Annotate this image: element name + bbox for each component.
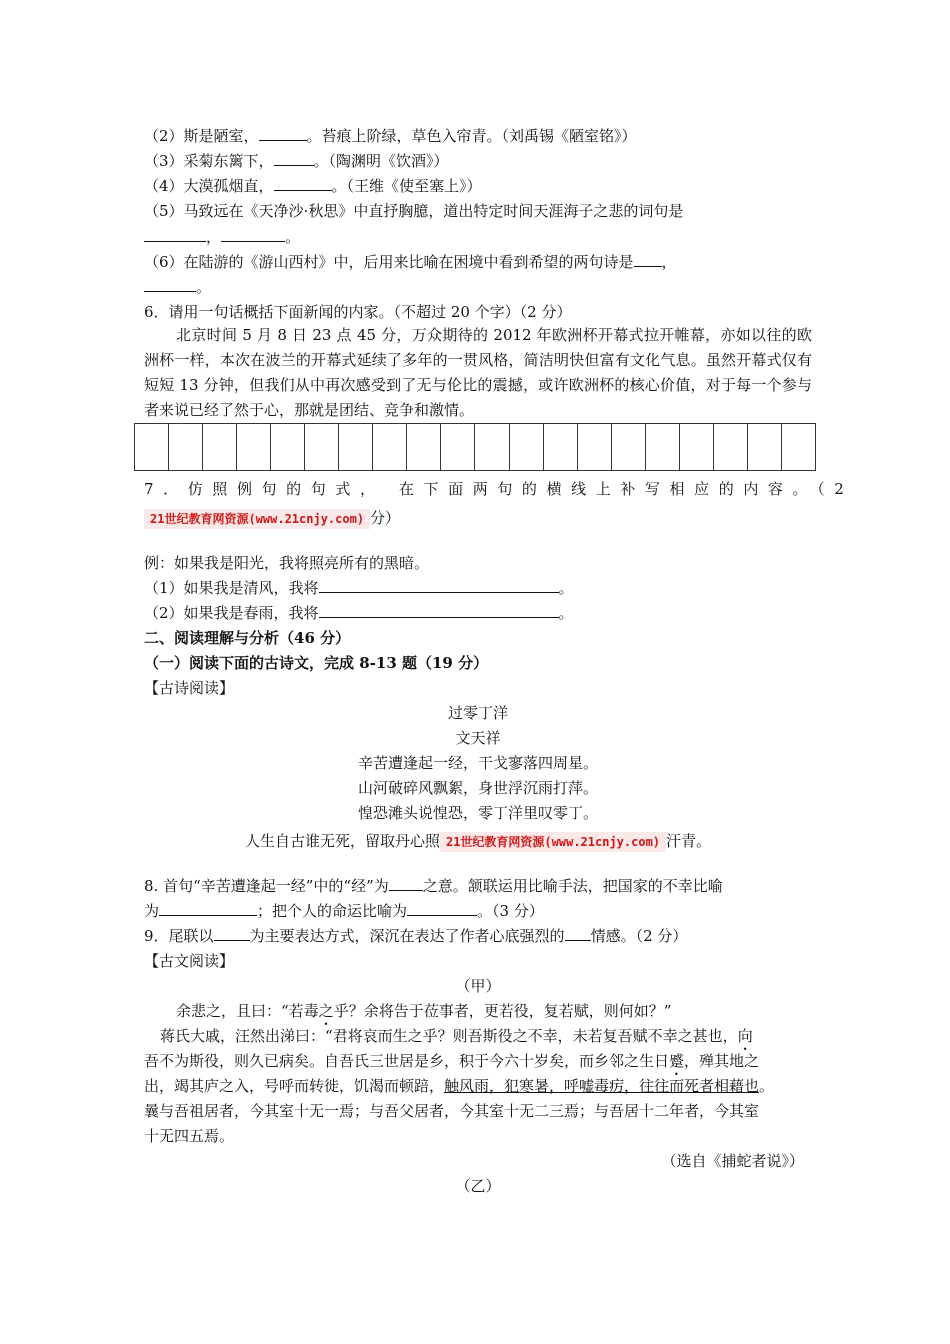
q5-item-4-text: （4）大漠孤烟直， [144, 177, 274, 195]
answer-blank[interactable] [144, 227, 206, 242]
q7-sentence-1 [144, 578, 574, 598]
grid-cell[interactable] [237, 424, 271, 470]
q8-text-2: 之意。颔联运用比喻手法，把国家的不幸比喻 [422, 877, 723, 895]
period: 。 [285, 228, 301, 246]
poem-author: 文天祥 [455, 729, 501, 747]
grid-cell[interactable] [748, 424, 782, 470]
grid-cell[interactable] [612, 424, 646, 470]
answer-blank[interactable] [221, 227, 285, 242]
poem-title: 过零丁洋 [447, 704, 508, 722]
q7-title-tail: 分） [370, 509, 401, 527]
prose-text: 。 [759, 1077, 775, 1095]
prose-text: ，殚其地之 [684, 1052, 760, 1070]
q5-item-2 [144, 126, 637, 146]
prose-text: 乎？余将告于莅事者，更若役，复若赋，则何如？” [333, 1002, 672, 1020]
answer-blank[interactable] [389, 876, 423, 891]
poem-line-4 [144, 831, 812, 852]
poem-line-3: 惶恐滩头说惶恐，零丁洋里叹零丁。 [357, 804, 598, 822]
section-2-title: 二、阅读理解与分析（46 分） [144, 629, 351, 647]
q5-item-5-blanks [144, 227, 300, 247]
grid-cell[interactable] [475, 424, 509, 470]
grid-cell[interactable] [407, 424, 441, 470]
answer-blank[interactable] [144, 277, 196, 292]
prose-line-6: 十无四五焉。 [144, 1127, 235, 1145]
answer-blank[interactable] [214, 926, 250, 941]
q8-line-2 [144, 901, 544, 921]
q5-item-5-text: （5）马致远在《天净沙·秋思》中直抒胸臆，道出特定时间天涯海子之悲的词句是 [144, 202, 684, 220]
q5-item-6-blanks [144, 277, 211, 297]
q8-text-4: ；把个人的命运比喻为 [257, 902, 408, 920]
period: 。 [196, 278, 212, 296]
answer-blank[interactable] [634, 252, 662, 267]
q5-item-2-text: （2）斯是陋室， [144, 127, 259, 145]
q8-text: 8. 首句“辛苦遭逢起一经”中的“经”为 [144, 877, 389, 895]
grid-cell[interactable] [680, 424, 714, 470]
q5-item-2-text-end: 。苔痕上阶绿，草色入帘青。（刘禹锡《陋室铭》） [306, 127, 637, 145]
grid-cell[interactable] [271, 424, 305, 470]
separator: ， [206, 228, 222, 246]
q5-item-3-text: （3）采菊东篱下， [144, 152, 274, 170]
answer-blank[interactable] [274, 176, 332, 191]
q7-sentence-2 [144, 603, 574, 623]
grid-cell[interactable] [373, 424, 407, 470]
period: 。 [558, 604, 574, 622]
prose-jia: （甲） [455, 977, 501, 995]
poem-line-1: 辛苦遭逢起一经，干戈寥落四周星。 [357, 754, 598, 772]
grid-cell[interactable] [135, 424, 169, 470]
prose-dotted-word: 之 [318, 1002, 334, 1020]
poem-label: 【古诗阅读】 [144, 679, 235, 697]
prose-text: 余悲之，且曰：“若毒 [176, 1002, 319, 1020]
period: 。 [558, 579, 574, 597]
q5-item-3-text-end: 。（陶渊明《饮酒》） [313, 152, 449, 170]
grid-cell[interactable] [544, 424, 578, 470]
prose-line-1 [176, 1001, 671, 1029]
q7-example: 例：如果我是阳光，我将照亮所有的黑暗。 [144, 554, 430, 572]
q9-text-2: 为主要表达方式，深沉在表达了作者心底强烈的 [249, 927, 565, 945]
q6-news-paragraph: 北京时间 5 月 8 日 23 点 45 分，万众期待的 2012 年欧洲杯开幕式拉开帷幕，亦如以往的欧洲杯一样，本次在波兰的开幕式延续了多年的一贯风格，简洁明快但富有文化气息。虽然开幕式仅有短短 13 分钟，但我们从中再次感受到了无与伦比的震撼，或许欧洲杯的核心价值，对于每一个参与者来说已经了然于心，那就是团结、竞争和激情。 [144, 326, 812, 419]
prose-line-2 [160, 1026, 753, 1054]
q5-item-3 [144, 151, 449, 171]
prose-dotted-word: 蹙 [669, 1052, 685, 1070]
q5-item-4 [144, 176, 482, 196]
prose-line-5: 曩与吾祖居者，今其室十无一焉；与吾父居者，今其室十无二三焉；与吾居十二年者，今其室 [144, 1102, 760, 1120]
poem-line-4-end: 汗青。 [666, 832, 712, 850]
q7-sentence-1-text: （1）如果我是清风，我将 [144, 579, 319, 597]
answer-blank[interactable] [319, 603, 559, 618]
grid-cell[interactable] [578, 424, 612, 470]
section-2-sub-1: （一）阅读下面的古诗文，完成 8-13 题（19 分） [144, 654, 489, 672]
q8-text-3: 为 [144, 902, 160, 920]
q9-line [144, 926, 687, 946]
watermark: 21世纪教育网资源(www.21cnjy.com) [144, 509, 370, 529]
prose-text: 吾不为斯役，则久已病矣。自吾氏三世居是乡，积于今六十岁矣，而乡邻之生日 [144, 1052, 670, 1070]
q7-watermark-line [144, 508, 400, 529]
separator: ， [661, 253, 677, 271]
grid-cell[interactable] [203, 424, 237, 470]
grid-cell[interactable] [782, 424, 815, 470]
answer-blank[interactable] [319, 578, 559, 593]
q5-item-4-text-end: 。（王维《使至塞上》） [331, 177, 482, 195]
prose-underlined-sentence: 触风雨，犯寒暑，呼嘘毒疠，往往而死者相藉也 [444, 1077, 760, 1095]
q9-text-3: 情感。（2 分） [590, 927, 688, 945]
prose-dotted-word: 向 [737, 1027, 753, 1045]
q7-sentence-2-text: （2）如果我是春雨，我将 [144, 604, 319, 622]
q7-title: 7．仿照例句的句式， 在下面两句的横线上补写相应的内容。（2 [144, 480, 854, 498]
answer-grid[interactable] [134, 423, 816, 471]
prose-text: 蒋氏大戚，汪然出涕曰：“君将哀而生之乎？则吾斯役之不幸，未若复吾赋不幸之甚也， [160, 1027, 738, 1045]
q9-text: 9．尾联以 [144, 927, 214, 945]
prose-label: 【古文阅读】 [144, 952, 235, 970]
answer-blank[interactable] [274, 151, 314, 166]
answer-blank[interactable] [407, 901, 477, 916]
answer-blank[interactable] [159, 901, 257, 916]
poem-line-4-start: 人生自古谁无死，留取丹心照 [244, 832, 440, 850]
grid-cell[interactable] [441, 424, 475, 470]
answer-blank[interactable] [565, 926, 591, 941]
grid-cell[interactable] [339, 424, 373, 470]
q8-text-5: 。（3 分） [477, 902, 544, 920]
prose-text: 出，竭其庐之入，号呼而转徙，饥渴而顿踣， [144, 1077, 445, 1095]
answer-blank[interactable] [259, 126, 307, 141]
prose-yi: （乙） [455, 1177, 501, 1195]
prose-line-3 [144, 1051, 759, 1079]
q8-line-1 [144, 876, 723, 896]
prose-line-4 [144, 1076, 774, 1096]
q5-item-5 [144, 201, 683, 221]
prose-source: （选自《捕蛇者说》） [661, 1152, 804, 1170]
grid-cell[interactable] [714, 424, 748, 470]
watermark: 21世纪教育网资源(www.21cnjy.com) [440, 832, 666, 852]
poem-line-2: 山河破碎风飘絮，身世浮沉雨打萍。 [357, 779, 598, 797]
q5-item-6 [144, 252, 677, 272]
grid-cell[interactable] [646, 424, 680, 470]
q5-item-6-text: （6）在陆游的《游山西村》中，后用来比喻在困境中看到希望的两句诗是 [144, 253, 634, 271]
grid-cell[interactable] [510, 424, 544, 470]
grid-cell[interactable] [169, 424, 203, 470]
grid-cell[interactable] [305, 424, 339, 470]
q6-title: 6．请用一句话概括下面新闻的内家。（不超过 20 个字）（2 分） [144, 303, 572, 321]
